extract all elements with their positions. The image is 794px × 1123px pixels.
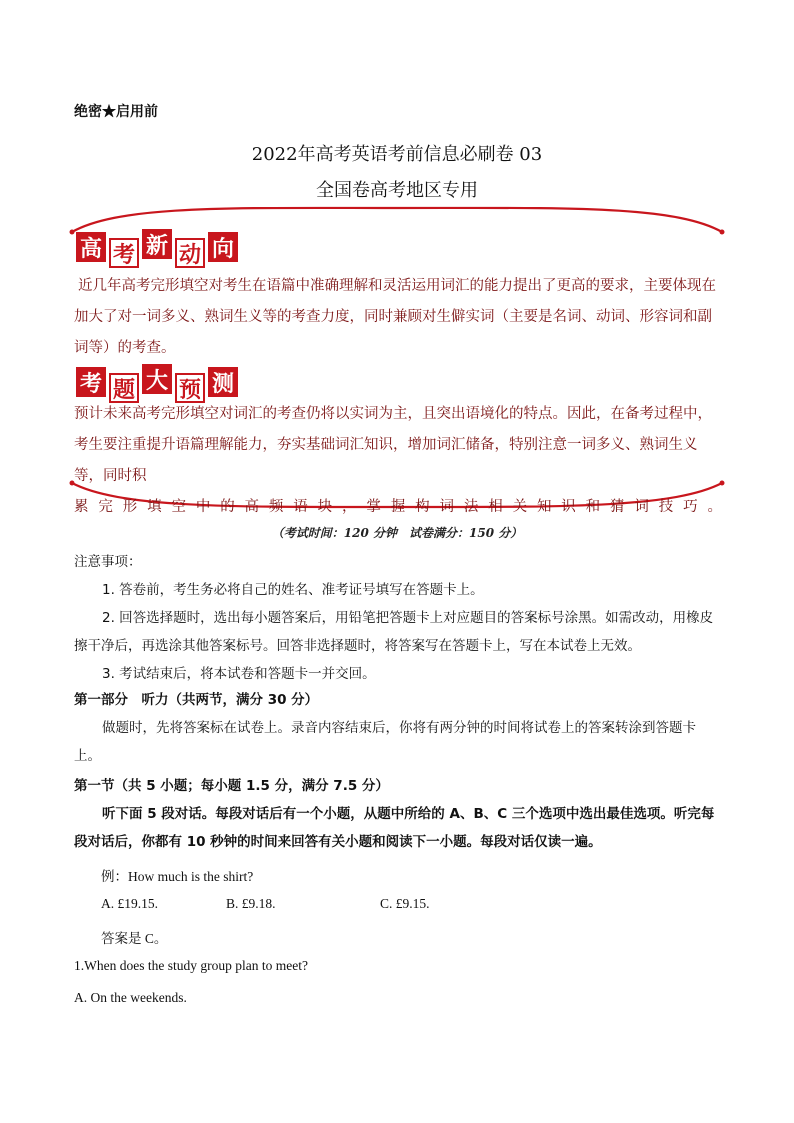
heading-predictions	[76, 367, 238, 403]
heading-trends-char-4: 动	[175, 238, 205, 268]
heading-predictions-char-3: 大	[142, 364, 172, 394]
part1-instruction: 做题时，先将答案标在试卷上。录音内容结束后，你将有两分钟的时间将试卷上的答案转涂到答题卡上。	[74, 720, 696, 764]
heading-trends-char-5: 向	[208, 232, 238, 262]
note-item-2: 2. 回答选择题时，选出每小题答案后，用铅笔把答题卡上对应题目的答案标号涂黑。如需改动，用橡皮擦干净后，再选涂其他答案标号。回答非选择题时，将答案写在答题卡上，写在本试卷上无效。	[74, 610, 714, 654]
heading-trends-char-3: 新	[142, 229, 172, 259]
question-1-option-a: A. On the weekends.	[74, 990, 187, 1005]
question-1-text: 1.When does the study group plan to meet?	[74, 958, 308, 973]
example-option-b: B. £9.18.	[226, 896, 276, 911]
example-option-c: C. £9.15.	[380, 896, 430, 911]
part1-heading: 第一部分 听力（共两节，满分 30 分）	[74, 692, 319, 708]
note-item-1: 1. 答卷前，考生务必将自己的姓名、准考证号填写在答题卡上。	[102, 582, 484, 598]
banner-top-left-dot	[70, 230, 75, 235]
example-option-a: A. £19.15.	[101, 896, 158, 911]
note-item-3: 3. 考试结束后，将本试卷和答题卡一并交回。	[102, 666, 376, 682]
heading-trends-char-1: 高	[76, 232, 106, 262]
predictions-paragraph	[74, 399, 722, 523]
exam-title: 2022年高考英语考前信息必刷卷 03	[251, 144, 543, 165]
heading-predictions-char-1: 考	[76, 367, 106, 397]
exam-time-info: （考试时间：120 分钟 试卷满分：150 分）	[271, 526, 523, 540]
heading-trends-char-2: 考	[109, 238, 139, 268]
section1-heading: 第一节（共 5 小题；每小题 1.5 分，满分 7.5 分）	[74, 778, 389, 794]
heading-trends	[76, 232, 238, 268]
notes-heading: 注意事项：	[74, 554, 142, 570]
example-answer: 答案是 C。	[101, 931, 168, 946]
trends-paragraph: 近几年高考完形填空对考生在语篇中准确理解和灵活运用词汇的能力提出了更高的要求，主要体现在加大了对一词多义、熟词生义等的考查力度，同时兼顾对生僻实词（主要是名词、动词、形容词和副词等）的考查。	[74, 278, 716, 356]
heading-predictions-char-5: 测	[208, 367, 238, 397]
heading-predictions-char-2: 题	[109, 373, 139, 403]
exam-subtitle: 全国卷高考地区专用	[316, 180, 478, 201]
predictions-paragraph-main: 预计未来高考完形填空对词汇的考查仍将以实词为主，且突出语境化的特点。因此，在备考过程中，考生要注重提升语篇理解能力，夯实基础词汇知识，增加词汇储备，特别注意一词多义、熟词生义等，同时积	[74, 406, 712, 484]
section1-instruction: 听下面 5 段对话。每段对话后有一个小题，从题中所给的 A、B、C 三个选项中选出最佳选项。听完每段对话后，你都有 10 秒钟的时间来回答有关小题和阅读下一小题。每段对话仅读一遍。	[74, 806, 715, 850]
heading-predictions-char-4: 预	[175, 373, 205, 403]
example-question: 例：How much is the shirt?	[101, 869, 254, 884]
predictions-paragraph-last: 累完形填空中的高频语块，掌握构词法相关知识和猜词技巧。	[74, 499, 722, 515]
banner-top-right-dot	[720, 230, 725, 235]
secret-label: 绝密★启用前	[74, 104, 158, 120]
